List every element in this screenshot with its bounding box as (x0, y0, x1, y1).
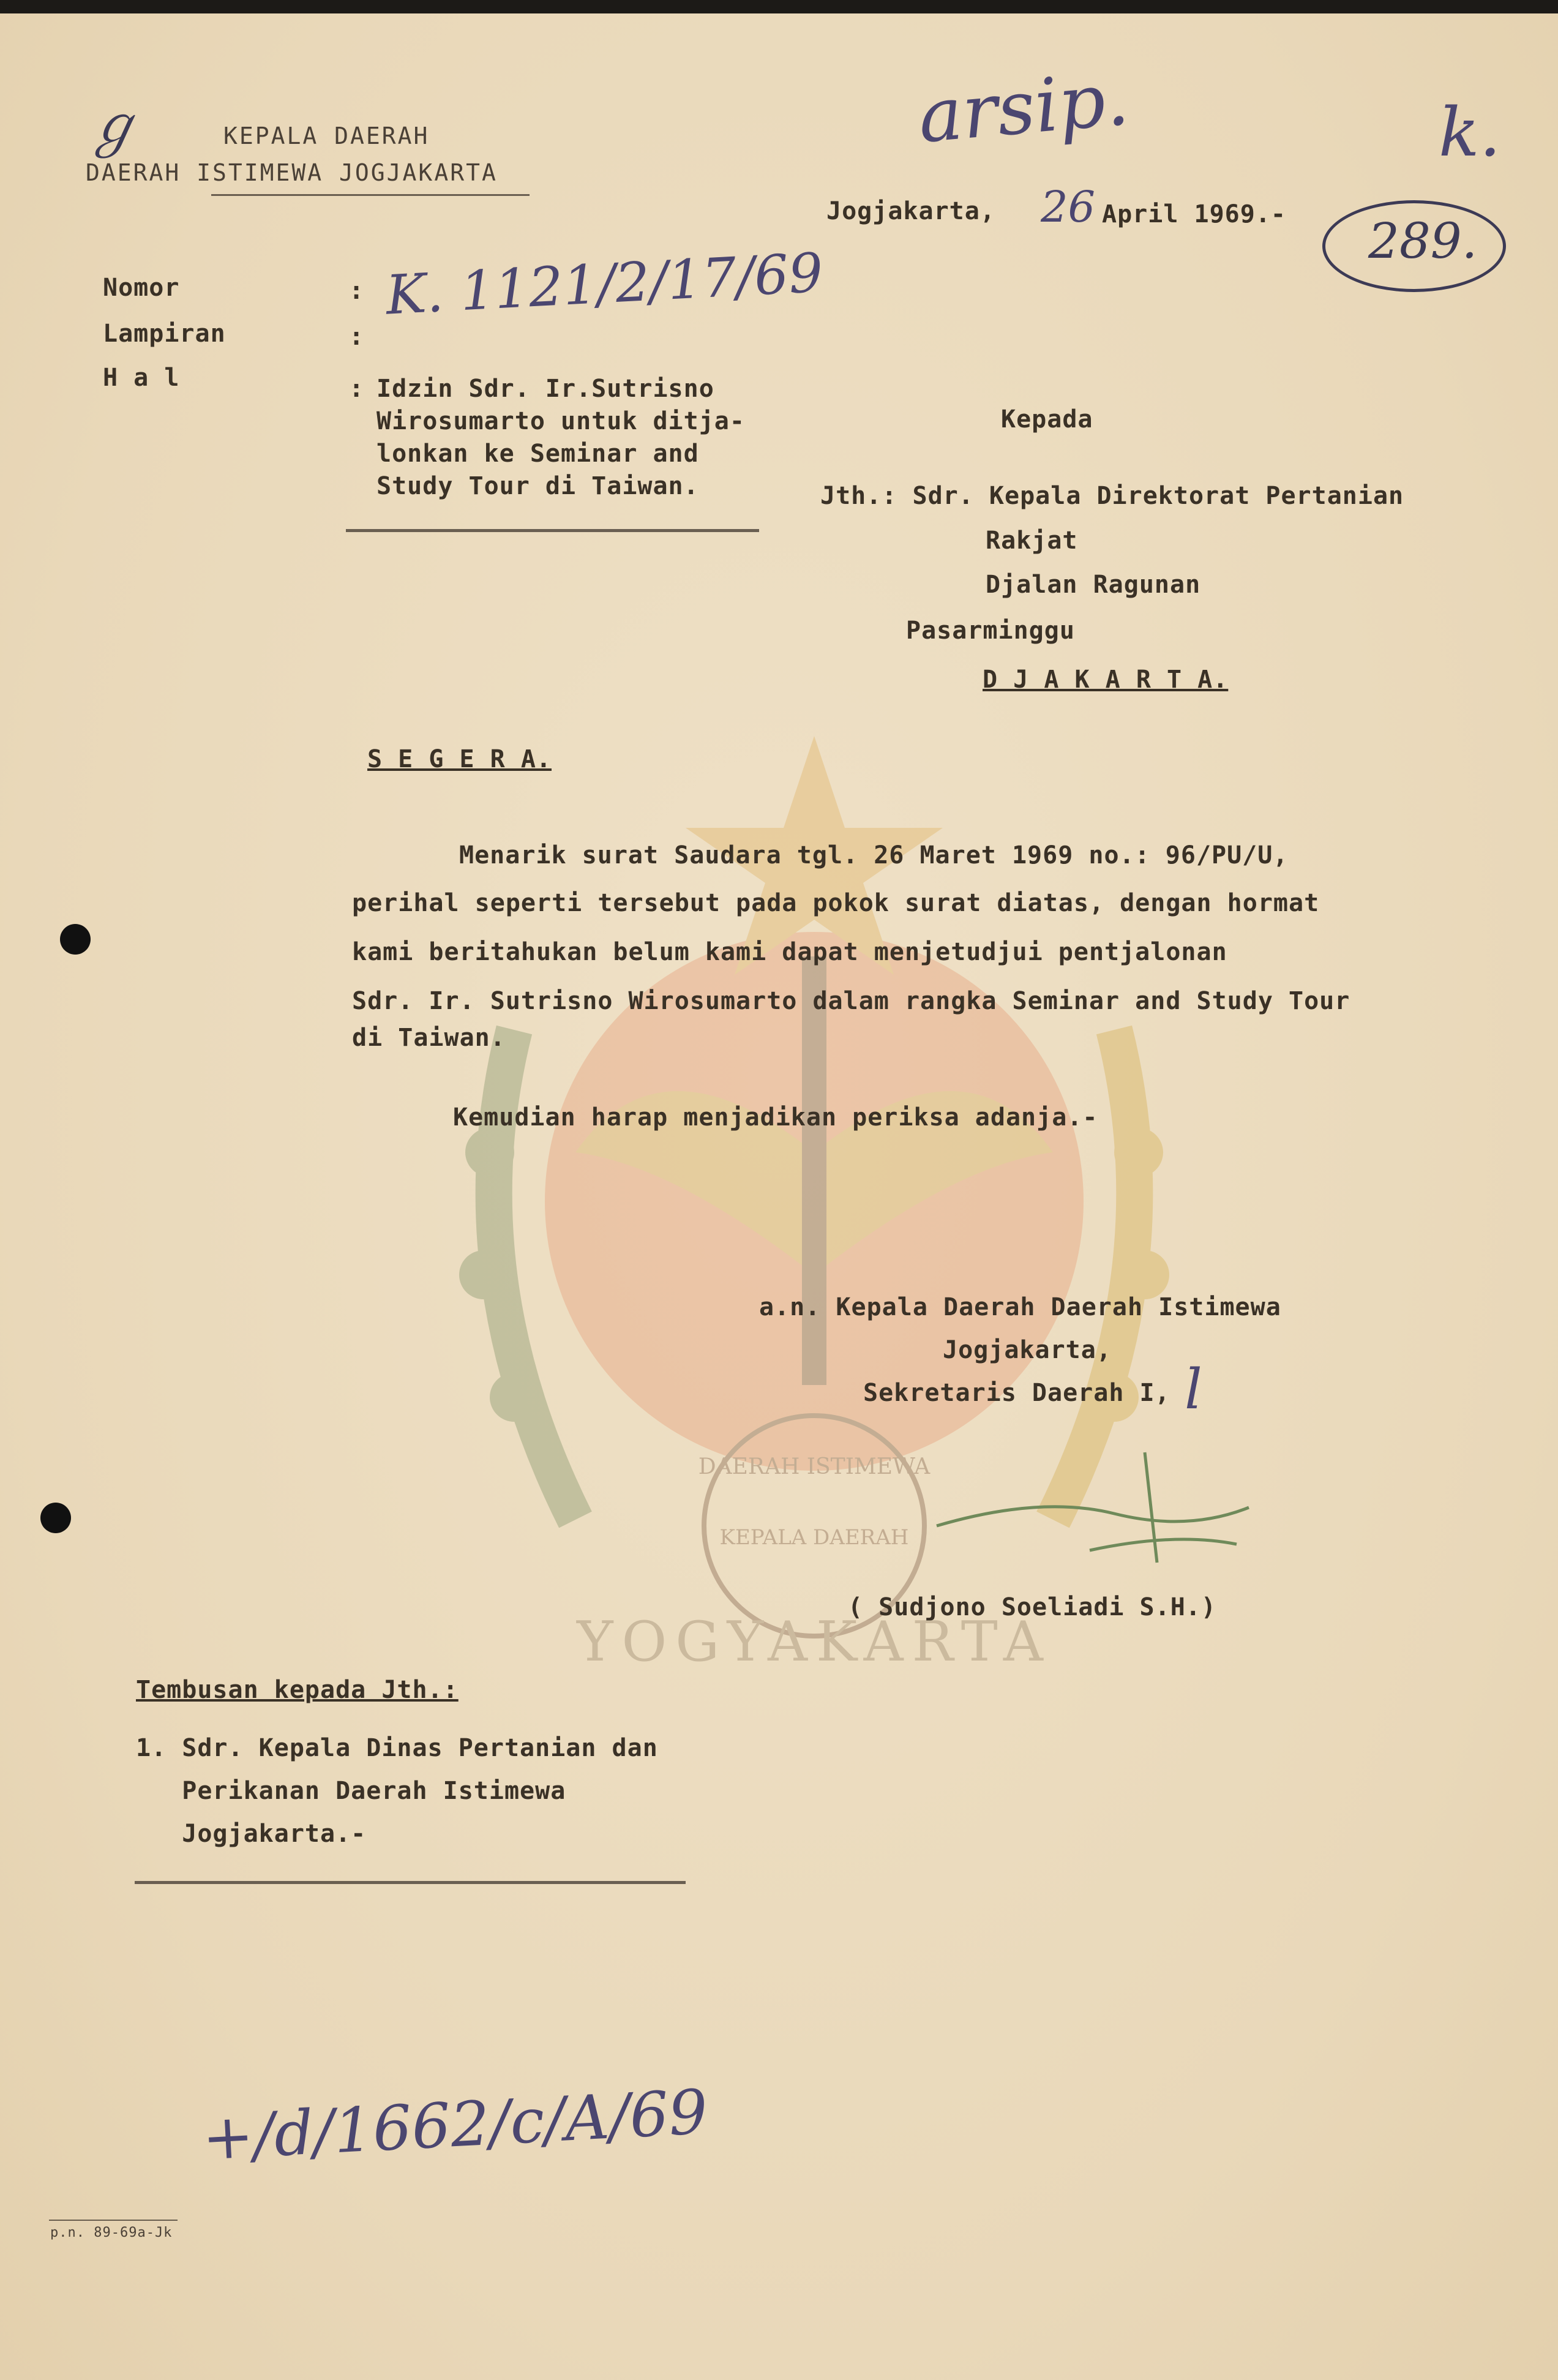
recipient-line: Rakjat (986, 527, 1078, 555)
cc-line: Perikanan Daerah Istimewa (136, 1777, 566, 1805)
field-sep-hal: : (349, 375, 365, 403)
recipient-line: Pasarminggu (906, 617, 1075, 645)
seal-inner-text: KEPALA DAERAH (719, 1525, 909, 1550)
signature-initial: l (1185, 1357, 1202, 1422)
form-code: p.n. 89-69a-Jk (50, 2225, 173, 2240)
corner-mark: k. (1439, 93, 1501, 171)
urgency-label: S E G E R A. (367, 745, 552, 773)
body-line: perihal seperti tersebut pada pokok surat diatas, dengan hormat (352, 889, 1320, 917)
bottom-reference: +/d/1662/c/A/69 (200, 2076, 710, 2174)
letterhead-line-2: DAERAH ISTIMEWA JOGJAKARTA (86, 159, 498, 186)
recipient-kepada: Kepada (1001, 405, 1093, 434)
signature-line: Sekretaris Daerah I, (863, 1379, 1170, 1407)
field-label-lampiran: Lampiran (103, 320, 226, 348)
field-label-hal: H a l (103, 364, 180, 392)
document-page (0, 13, 1558, 2380)
circled-number: 289. (1368, 212, 1478, 269)
punch-hole-bottom (40, 1503, 71, 1533)
signature-scrawl (918, 1440, 1261, 1581)
cc-rule (135, 1881, 686, 1884)
date-month-year: April 1969.- (1102, 200, 1286, 228)
form-code-rule (49, 2220, 178, 2221)
cc-line: 1. Sdr. Kepala Dinas Pertanian dan (136, 1734, 658, 1762)
seal-outer-text: YOGYAKARTA (577, 1610, 1052, 1674)
letterhead-flourish: ℊ (86, 94, 141, 158)
letterhead-underline (211, 194, 530, 196)
body-line: Menarik surat Saudara tgl. 26 Maret 1969 no.: 96/PU/U, (459, 841, 1289, 869)
seal-ring-text: DAERAH ISTIMEWA (698, 1454, 931, 1479)
body-line: kami beritahukan belum kami dapat menjetudjui pentjalonan (352, 938, 1227, 966)
field-sep-nomor: : (349, 277, 365, 305)
punch-hole-top (60, 924, 91, 955)
cc-line: Jogjakarta.- (136, 1820, 367, 1848)
cc-heading: Tembusan kepada Jth.: (136, 1676, 459, 1704)
recipient-city: D J A K A R T A. (983, 666, 1229, 694)
archive-mark: arsip. (915, 56, 1133, 160)
place-city: Jogjakarta, (826, 197, 995, 225)
reference-number: K. 1121/2/17/69 (384, 241, 825, 327)
letterhead-line-1: KEPALA DAERAH (223, 122, 430, 149)
date-day: 26 (1041, 182, 1096, 232)
recipient-line: Djalan Ragunan (986, 571, 1201, 599)
subject-rule (346, 529, 759, 532)
signature-line: a.n. Kepala Daerah Daerah Istimewa (759, 1293, 1281, 1321)
signature-line: Jogjakarta, (943, 1336, 1112, 1364)
subject-line: Study Tour di Taiwan. (376, 472, 699, 500)
signatory-name: ( Sudjono Soeliadi S.H.) (848, 1593, 1216, 1621)
subject-line: Wirosumarto untuk ditja- (376, 407, 745, 435)
body-line: di Taiwan. (352, 1024, 506, 1052)
closing-line: Kemudian harap menjadikan periksa adanja.- (453, 1103, 1098, 1132)
subject-line: lonkan ke Seminar and (376, 440, 699, 468)
subject-line: Idzin Sdr. Ir.Sutrisno (376, 375, 714, 403)
body-line: Sdr. Ir. Sutrisno Wirosumarto dalam rangka Seminar and Study Tour (352, 987, 1350, 1015)
recipient-line: Jth.: Sdr. Kepala Direktorat Pertanian (820, 482, 1404, 510)
field-sep-lampiran: : (349, 323, 365, 351)
field-label-nomor: Nomor (103, 274, 180, 302)
